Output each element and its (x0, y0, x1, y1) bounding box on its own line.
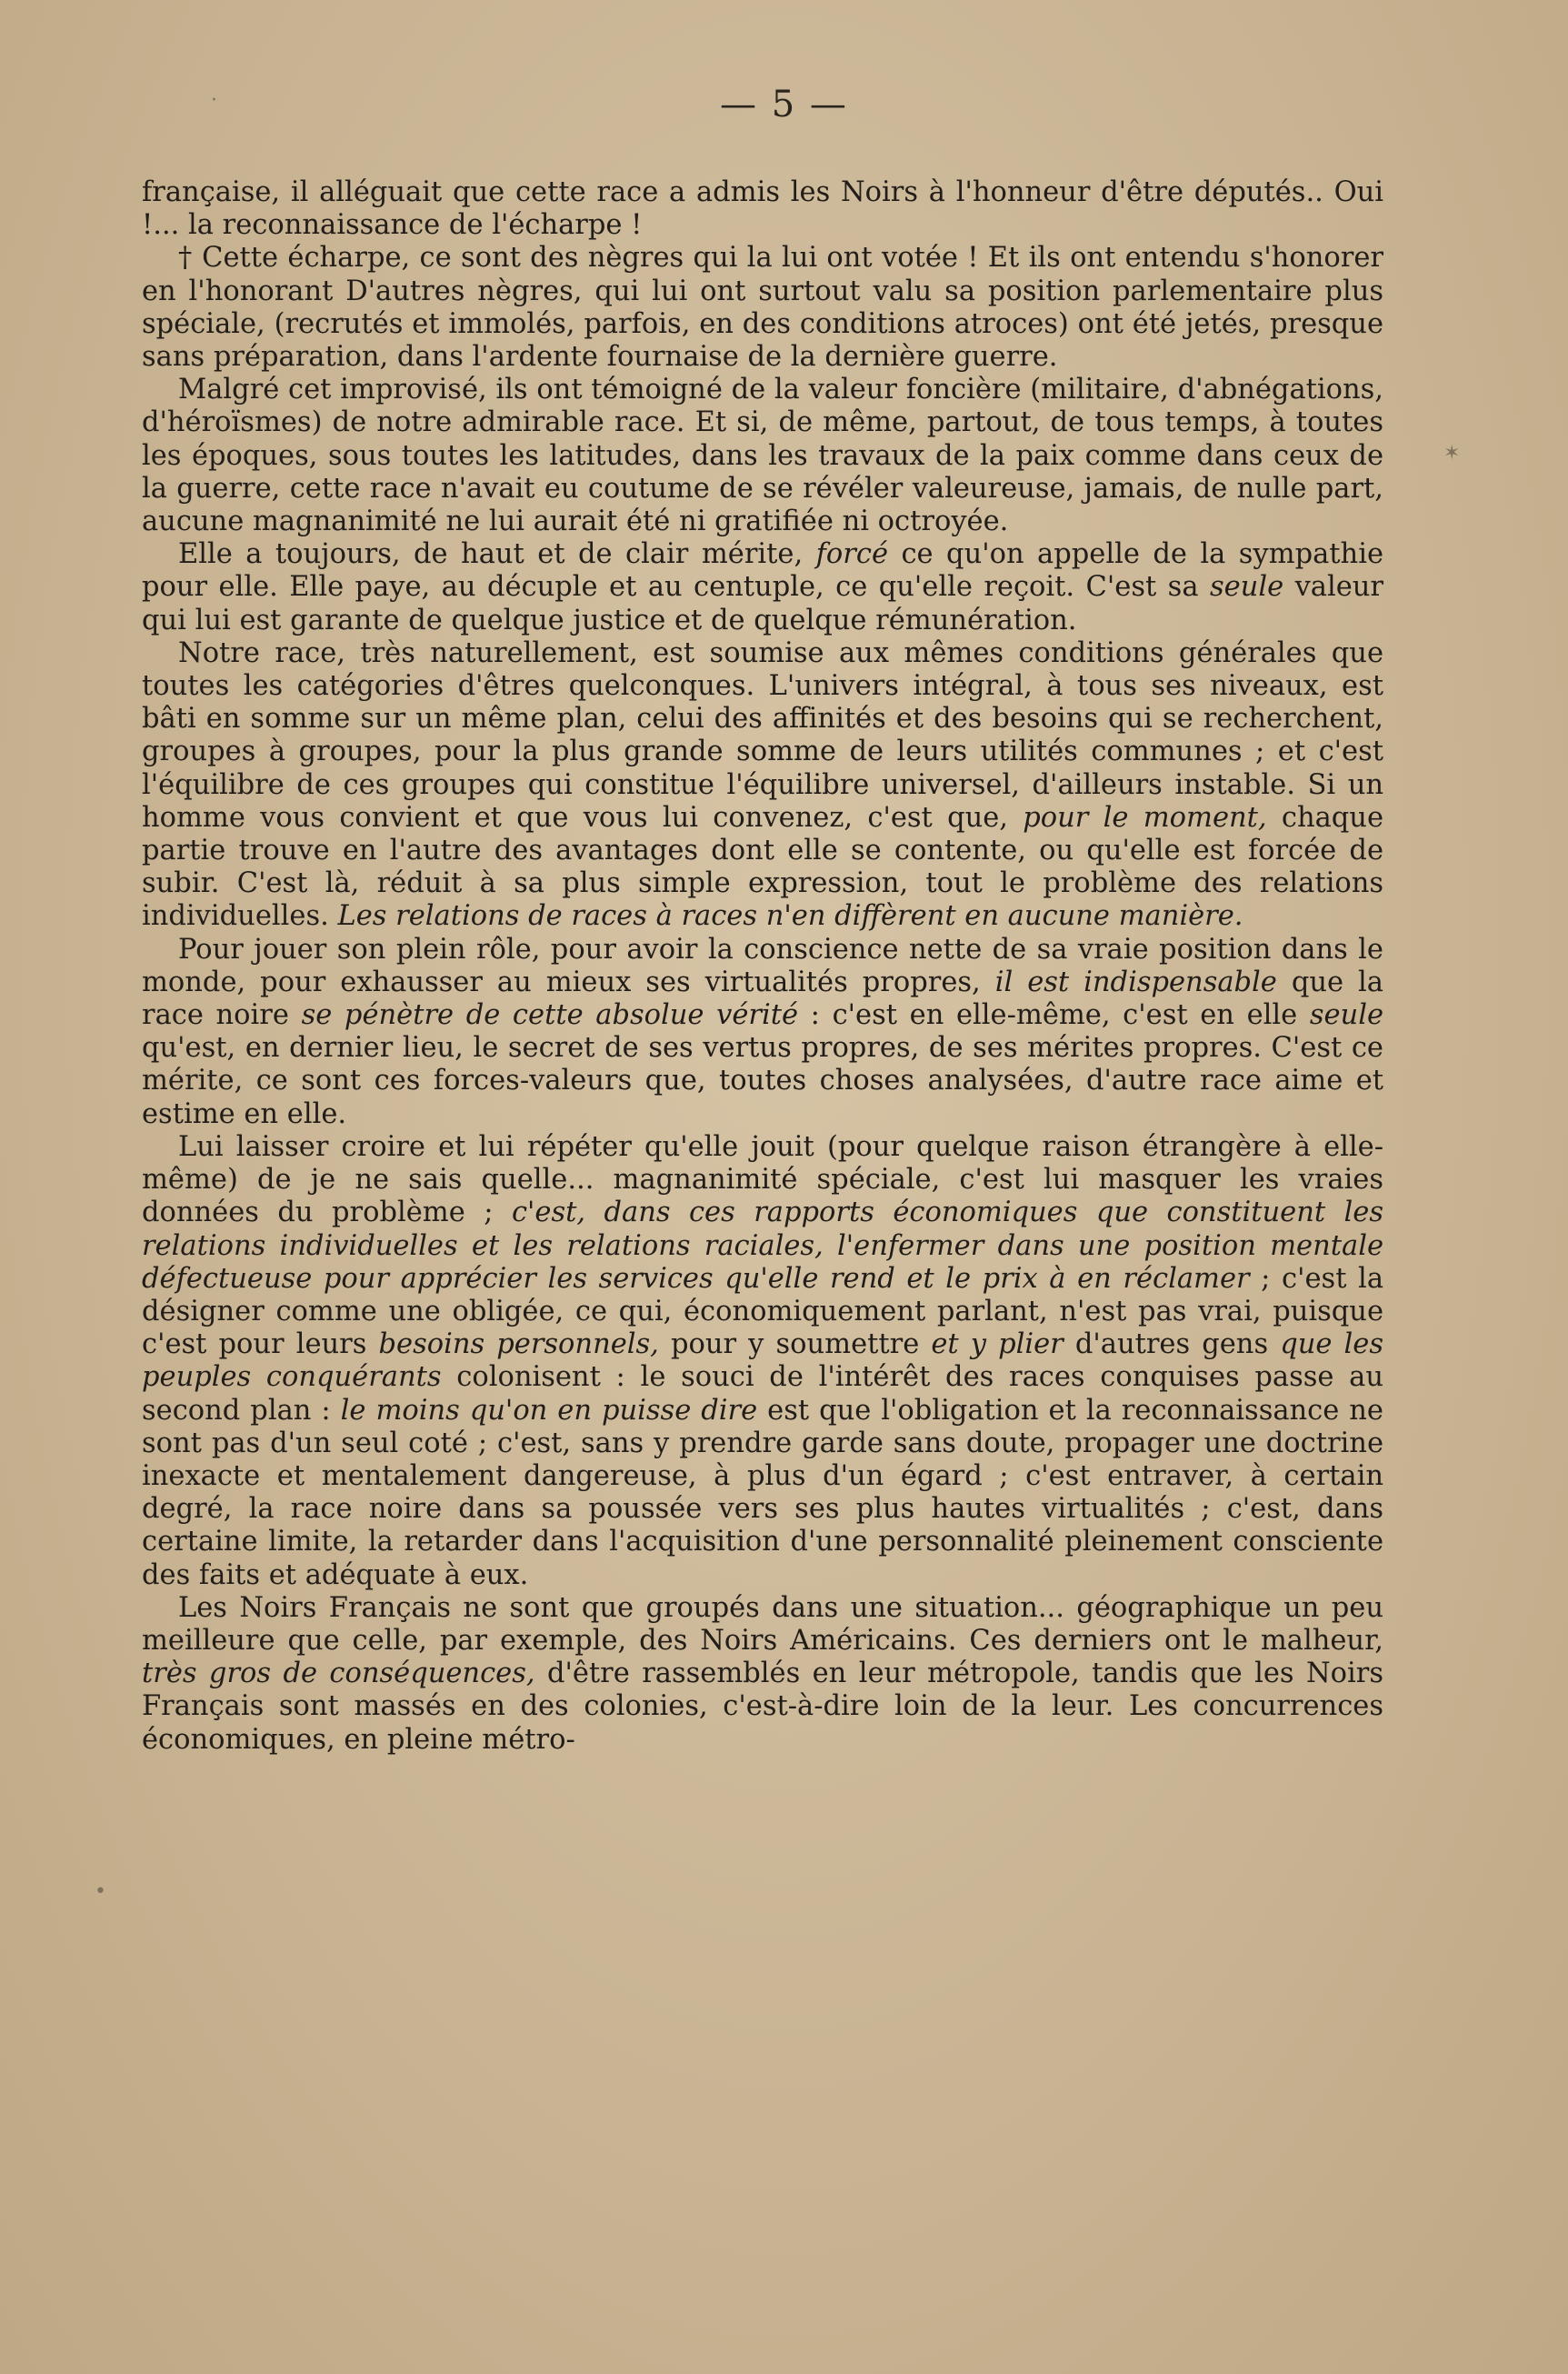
emphasis: que les peuples conquérants (142, 1328, 1383, 1394)
emphasis: pour le moment, (1023, 801, 1267, 834)
emphasis: Les relations de races à races n'en diffèrent en aucune manière. (337, 900, 1243, 933)
emphasis: se pénètre de cette absolue vérité (301, 999, 799, 1032)
emphasis: et y plier (931, 1328, 1064, 1361)
paragraph: Pour jouer son plein rôle, pour avoir la conscience nette de sa vraie position dans le monde, pour exhausser au mieux ses virtualités propres, il est indispensable que la race noire se pénètre de cette absolue vérité : c'est en elle-même, c'est en elle seule qu'est, en dernier lieu, le secret de ses vertus propres, de ses mérites propres. C'est ce mérite, ce sont ces forces-valeurs que, toutes choses analysées, d'autre race aime et estime en elle. (142, 933, 1383, 1130)
paragraph: Notre race, très naturellement, est soumise aux mêmes conditions générales que toutes les catégories d'êtres quelconques. L'univers intégral, à tous ses niveaux, est bâti en somme sur un même plan, celui des affinités et des besoins qui se recherchent, groupes à groupes, pour la plus grande somme de leurs utilités communes ; et c'est l'équilibre de ces groupes qui constitue l'équilibre universel, d'ailleurs instable. Si un homme vous convient et que vous lui convenez, c'est que, pour le moment, chaque partie trouve en l'autre des avantages dont elle se contente, ou qu'elle est forcée de subir. C'est là, réduit à sa plus simple expression, tout le problème des relations individuelles. Les relations de races à races n'en diffèrent en aucune manière. (142, 636, 1383, 933)
emphasis: il est indispensable (994, 966, 1277, 998)
emphasis: très gros de conséquences, (142, 1658, 535, 1690)
page-number: — 5 — (720, 84, 848, 125)
paragraph: française, il alléguait que cette race a admis les Noirs à l'honneur d'être députés.. Oui !... la reconnaissance de l'écharpe ! (142, 176, 1383, 242)
ink-speck: • (95, 1880, 106, 1903)
ink-speck: · (211, 89, 217, 112)
emphasis: besoins personnels, (378, 1328, 659, 1361)
emphasis: forcé (815, 538, 888, 571)
paragraph: Malgré cet improvisé, ils ont témoigné de la valeur foncière (militaire, d'abnégations, d'héroïsmes) de notre admirable race. Et si, de même, partout, de tous temps, à toutes les époques, sous toutes les latitudes, dans les travaux de la paix comme dans ceux de la guerre, cette race n'avait eu coutume de se révéler valeureuse, jamais, de nulle part, aucune magnanimité ne lui aurait été ni gratifiée ni octroyée. (142, 374, 1383, 538)
emphasis: seule (1209, 571, 1284, 604)
paragraph: Lui laisser croire et lui répéter qu'elle jouit (pour quelque raison étrangère à elle-même) de je ne sais quelle... magnanimité spéciale, c'est lui masquer les vraies données du problème ; c'est, dans ces rapports économiques que constituent les relations individuelles et les relations raciales, l'enfermer dans une position mentale défectueuse pour apprécier les services qu'elle rend et le prix à en réclamer ; c'est la désigner comme une obligée, ce qui, économiquement parlant, n'est pas vrai, puisque c'est pour leurs besoins personnels, pour y soumettre et y plier d'autres gens que les peuples conquérants colonisent : le souci de l'intérêt des races conquises passe au second plan : le moins qu'on en puisse dire est que l'obligation et la reconnaissance ne sont pas d'un seul coté ; c'est, sans y prendre garde sans doute, propager une doctrine inexacte et mentalement dangereuse, à plus d'un égard ; c'est entraver, à certain degré, la race noire dans sa poussée vers ses plus hautes virtualités ; c'est, dans certaine limite, la retarder dans l'acquisition d'une personnalité pleinement consciente des faits et adéquate à eux. (142, 1130, 1383, 1591)
paragraph: Elle a toujours, de haut et de clair mérite, forcé ce qu'on appelle de la sympathie pour elle. Elle paye, au décuple et au centuple, ce qu'elle reçoit. C'est sa seule valeur qui lui est garante de quelque justice et de quelque rémunération. (142, 538, 1384, 636)
ink-speck: ✶ (1443, 442, 1461, 465)
paragraph: † Cette écharpe, ce sont des nègres qui la lui ont votée ! Et ils ont entendu s'honorer en l'honorant D'autres nègres, qui lui ont surtout valu sa position parlementaire plus spéciale, (recrutés et immolés, parfois, en des conditions atroces) ont été jetés, presque sans préparation, dans l'ardente fournaise de la dernière guerre. (142, 242, 1383, 374)
paragraph: Les Noirs Français ne sont que groupés dans une situation... géographique un peu meilleure que celle, par exemple, des Noirs Américains. Ces derniers ont le malheur, très gros de conséquences, d'être rassemblés en leur métropole, tandis que les Noirs Français sont massés en des colonies, c'est-à-dire loin de la leur. Les concurrences économiques, en pleine métro- (142, 1591, 1384, 1756)
body-text (142, 176, 1383, 1757)
emphasis: seule (1309, 999, 1383, 1032)
emphasis: le moins qu'on en puisse dire (340, 1394, 758, 1427)
emphasis: c'est, dans ces rapports économiques que constituent les relations individuelles et les relations raciales, l'enfermer dans une position mentale défectueuse pour apprécier les services qu'elle rend et le prix à en réclamer (142, 1197, 1383, 1295)
